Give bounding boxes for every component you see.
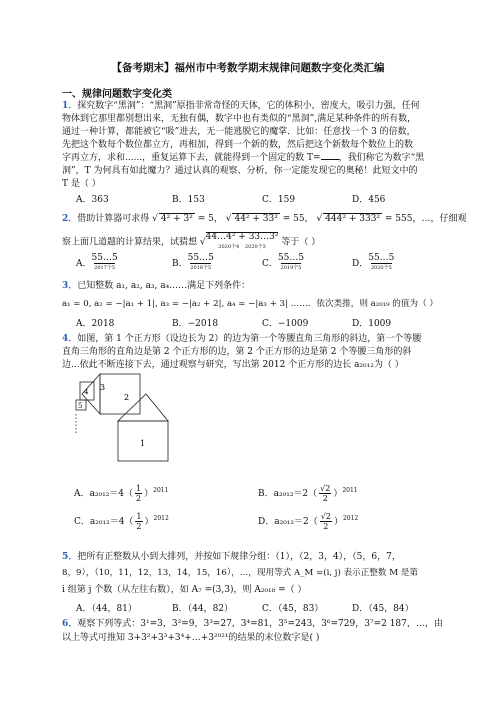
q1-line-4: 先把这个数每个数位都立方，再相加，得到一个新的数，然后把这个新数每个数位上的数	[62, 140, 414, 150]
q1-option-a[interactable]: A．363	[76, 195, 109, 205]
q5-option-d[interactable]: D．（45，84）	[352, 604, 414, 614]
question-number: 4．	[62, 334, 78, 344]
question-number: 3．	[62, 281, 78, 291]
question-number: 5．	[62, 552, 78, 562]
q5-option-a[interactable]: A．（44，81）	[76, 604, 137, 614]
q2-line-2: 察上面几道题的计算结果，试猜想 √44…4² + 33…3² 2020个4 2020个3 等于（ ）	[62, 232, 321, 250]
q4-line-3: 边...依此不断连接下去，通过观察与研究，写出第 2012 个正方形的边长 a₂₀₁₂为（ ）	[62, 360, 404, 370]
squares-figure	[74, 364, 184, 469]
q3-option-b[interactable]: B．−2018	[172, 319, 219, 329]
question-number: 6．	[62, 619, 78, 629]
q1-line-1: 1．探究数字“黑洞”：“黑洞”原指非常奇怪的天体，它的体积小，密度大，吸引力强，任何	[62, 101, 420, 111]
fig-label-3: 3	[100, 383, 106, 392]
q4-option-c[interactable]: C．a₂₀₁₂＝4（ $\frac{1}{2}$ ）$^{2012}$	[74, 512, 169, 531]
page-title: 【备考期末】福州市中考数学期末规律问题数字变化类汇编	[111, 62, 385, 74]
q1-option-d[interactable]: D．456	[352, 195, 386, 205]
q5-option-c[interactable]: C．（45，83）	[262, 604, 324, 614]
q3-option-c[interactable]: C．−1009	[262, 319, 309, 329]
q4-line-1: 4．如图，第 1 个正方形（设边长为 2）的边为第一个等腰直角三角形的斜边，第一个等腰	[62, 334, 422, 344]
fig-label-2: 2	[124, 393, 130, 402]
q2-line-1: 2．借助计算器可求得 √ 4² + 3² = 5， √ 44² + 33² = 55， √ 444² + 333² = 555，…，仔细观	[62, 214, 467, 224]
q4-option-b[interactable]: B．a₂₀₁₂＝2（ $\frac{√2}{2}$ ）$^{2011}$	[258, 484, 358, 503]
question-number: 2．	[62, 214, 78, 224]
q1-line-2: 物体到它那里都别想出来，无独有偶，数字中也有类似的“黑洞”,满足某种条件的所有数，	[62, 114, 417, 124]
q5-option-b[interactable]: B．（44，82）	[172, 604, 234, 614]
q5-line-2: 8，9），（10，11，12，13，14，15，16），…，现用等式 A_M =(i, j) 表示正整数 M 是第	[62, 568, 418, 578]
q4-option-d[interactable]: D．a₂₀₁₂＝2（ $\frac{√2}{2}$ ）$^{2012}$	[258, 512, 359, 531]
q1-line-6: 洞”，T 为何具有如此魔力？通过认真的观察、分析，你一定能发现它的奥秘！此短文中的	[62, 166, 418, 176]
q3-option-a[interactable]: A．2018	[76, 319, 115, 329]
q6-line-1: 6．观察下列等式：3¹=3，3²=9，3³=27，3⁴=81，3⁵=243，3⁶=729，3⁷=2 187，…，由	[62, 619, 443, 629]
answer-blank[interactable]	[321, 159, 339, 160]
q5-line-1: 5．把所有正整数从小到大排列，并按如下规律分组：（1），（2，3，4），（5，6，7，	[62, 552, 401, 562]
q1-option-c[interactable]: C．159	[262, 195, 296, 205]
q3-line-2: a₁ = 0, a₂ = −|a₁ + 1|, a₃ = −|a₂ + 2|, a₄ = −|a₃ + 3| ……．依次类推，则 a₂₀₁₉ 的值为（ ）	[62, 299, 439, 309]
q2-option-b[interactable]: B．55…5 2018个5	[172, 253, 214, 271]
fig-label-1: 1	[140, 439, 146, 448]
q3-option-d[interactable]: D．1009	[352, 319, 392, 329]
q4-line-2: 直角三角形的直角边是第 2 个正方形的边，第 2 个正方形的边是第 2 个等腰三角形的斜	[62, 347, 412, 357]
q6-line-2: 以上等式可推知 3+3²+3³+3⁴+…+3²⁰²¹的结果的末位数字是( )	[62, 633, 320, 643]
q4-option-a[interactable]: A．a₂₀₁₂＝4（ $\frac{1}{2}$ ）$^{2011}$	[74, 484, 169, 503]
question-number: 1．	[62, 101, 78, 111]
section-heading: 一、规律问题数字变化类	[62, 89, 172, 100]
q1-option-b[interactable]: B．153	[172, 195, 205, 205]
q1-line-7: T 是（ ）	[62, 179, 101, 189]
q2-option-d[interactable]: D．55…5 2020个5	[352, 253, 395, 271]
q2-option-a[interactable]: A．55…5 2017个5	[76, 253, 118, 271]
q1-line-5: 字再立方，求和......，重复运算下去，就能得到一个固定的数 T= ，我们称它为数字“黑	[62, 153, 425, 163]
q5-line-3: i 组第 j 个数（从左往右数），如 A₇ =(3,3)，则 A₂₀₁₈ =（ ）	[62, 585, 307, 595]
fig-label-5: 5	[78, 402, 83, 410]
fig-label-4: 4	[84, 388, 89, 396]
q3-line-1: 3．已知整数 a₁, a₂, a₃, a₄……满足下列条件：	[62, 281, 251, 291]
q1-line-3: 通过一种计算，都能被它“吸”进去，无一能逃脱它的魔掌．比如：任意找一个 3 的倍数，	[62, 127, 416, 137]
q2-option-c[interactable]: C．55…5 2019个5	[262, 253, 305, 271]
